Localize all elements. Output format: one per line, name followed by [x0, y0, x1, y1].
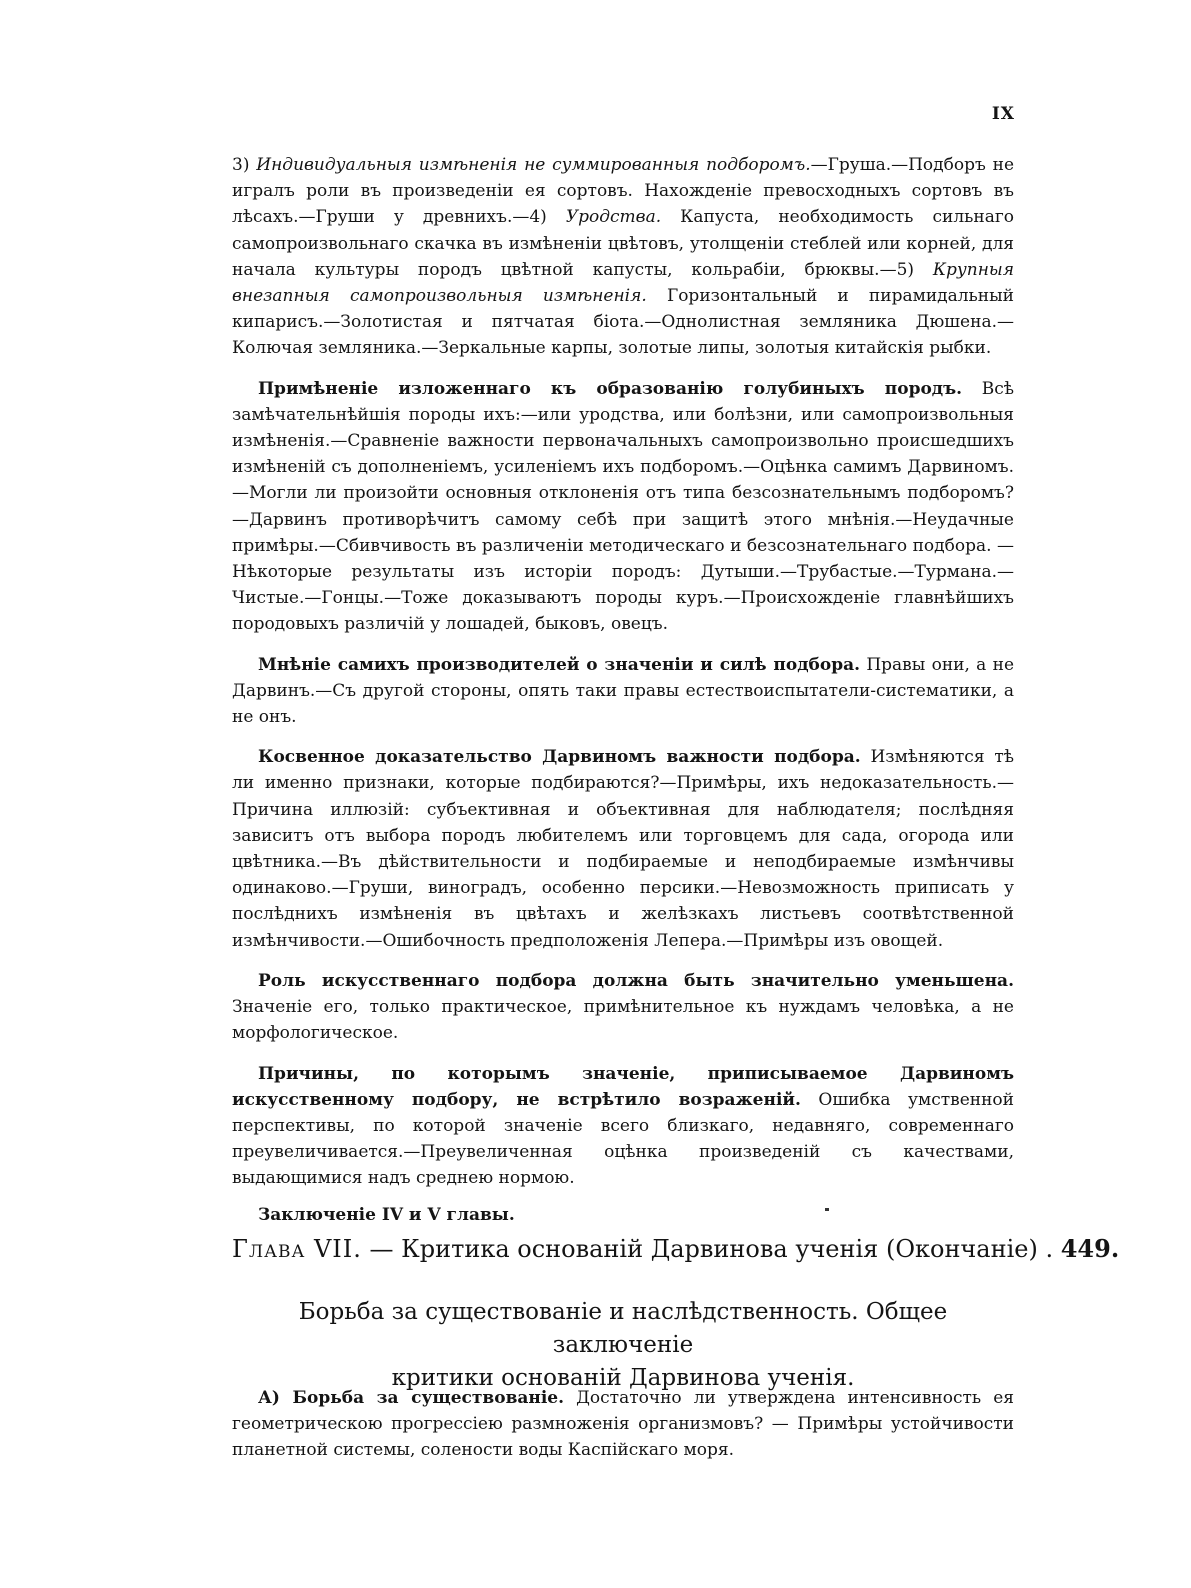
text-run: Уродства. [565, 207, 662, 228]
text-run: Ошибка умственной перспективы, по которой значеніе всего близкаго, недавняго, современнаго преувеличивается.—Преувеличенная оцѣнка произведеній съ качествами, выдающимися надъ среднею нормою. [232, 1089, 1014, 1189]
page-number: IX [991, 104, 1015, 124]
paragraph-conclusion [232, 1202, 1014, 1228]
text-run: Крупныя внезапныя самопроизвольныя измѣненія. [232, 259, 1014, 307]
print-dot [825, 1208, 829, 1211]
text-run: Причины, по которымъ значеніе, приписываемое Дарвиномъ искусственному подбору, не встрѣтило возраженій. [232, 1063, 1014, 1110]
text-run: Всѣ замѣчательнѣйшія породы ихъ:—или уродства, или болѣзни, или самопроизвольныя измѣненія.—Сравненіе важности первоначальныхъ самопроизвольно происшедшихъ измѣненій съ дополненіемъ, усиленіемъ ихъ подборомъ.—Оцѣнка самимъ Дарвиномъ.—Могли ли произойти основныя отклоненія отъ типа безсознательнымъ подборомъ?—Дарвинъ противорѣчитъ самому себѣ при защитѣ этого мнѣнія.—Неудачные примѣры.—Сбивчивость въ различеніи методическаго и безсознательнаго подбора. — Нѣкоторые результаты изъ исторіи породъ: Дутыши.—Трубастые.—Турмана.—Чистые.—Гонцы.—Тоже доказываютъ породы куръ.—Происхожденіе главнѣйшихъ породовыхъ различій у лошадей, быковъ, овецъ. [232, 378, 1014, 635]
subsection-struggle [232, 1385, 1014, 1478]
section-title-line-2: критики основаній Дарвинова ученія. [391, 1365, 855, 1391]
paragraph-breeders-opinion [232, 652, 1014, 731]
text-run: Косвенное доказательство Дарвиномъ важности подбора. [258, 747, 861, 768]
text-run: Мнѣніе самихъ производителей о значеніи и силѣ подбора. [258, 654, 861, 675]
section-title [232, 1296, 1014, 1395]
text-run: Горизонтальный и пирамидальный кипарисъ.—Золотистая и пятчатая біота.—Однолистная земляника Дюшена.—Колючая земляника.—Зеркальные карпы, золотые липы, золотыя китайскія рыбки. [232, 286, 1015, 359]
text-run: А) Борьба за существованіе. [258, 1388, 565, 1408]
chapter-title: — Критика основаній Дарвинова ученія (Окончаніе) . [361, 1235, 1061, 1263]
paragraph-indirect-proof [232, 744, 1014, 954]
paragraph-role-of-selection [232, 968, 1014, 1047]
paragraph-pigeon-breeds [232, 376, 1014, 638]
text-run: Значеніе его, только практическое, примѣнительное къ нуждамъ человѣка, а не морфологическое. [232, 997, 1014, 1044]
chapter-page-ref: 449. [1060, 1234, 1120, 1263]
text-run: Индивидуальныя измѣненія не суммированныя подборомъ. [256, 155, 811, 175]
text-run: —Груша.—Подборъ не игралъ роли въ произведеніи ея сортовъ. Нахожденіе превосходныхъ сортовъ въ лѣсахъ.—Груши у древнихъ.—4) [232, 155, 1014, 228]
chapter-heading [232, 1232, 1120, 1266]
paragraph-struggle-for-existence [232, 1385, 1014, 1464]
text-run: Достаточно ли утверждена интенсивность ея геометрическою прогрессіею размноженія организмовъ? — Примѣры устойчивости планетной системы, солености воды Каспійскаго моря. [232, 1388, 1014, 1461]
text-run: Заключеніе IV и V главы. [258, 1204, 515, 1225]
text-run: Роль искусственнаго подбора должна быть значительно уменьшена. [258, 970, 1014, 991]
text-run: 3) [232, 155, 257, 175]
chapter-label: Глава VII. [232, 1235, 362, 1263]
text-run: Капуста, необходимость сильнаго самопроизвольнаго скачка въ измѣненіи цвѣтовъ, утолщеніи стеблей или корней, для начала культуры породъ цвѣтной капусты, кольрабіи, брюквы.—5) [232, 207, 1015, 280]
text-run: Правы они, а не Дарвинъ.—Съ другой стороны, опять таки правы естествоиспытатели-систематики, а не онъ. [232, 654, 1015, 728]
chapter-contents-body [232, 152, 1014, 1242]
paragraph-reasons [232, 1061, 1014, 1192]
text-run: Измѣняются тѣ ли именно признаки, которые подбираются?—Примѣры, ихъ недоказательность.—Причина иллюзій: субъективная и объективная для наблюдателя; послѣдняя зависитъ отъ выбора породъ любителемъ или торговцемъ для сада, огорода или цвѣтника.—Въ дѣйствительности и подбираемые и неподбираемые измѣнчивы одинаково.—Груши, виноградъ, особенно персики.—Невозможность приписать у послѣднихъ измѣненія въ цвѣтахъ и желѣзкахъ листьевъ соотвѣтственной измѣнчивости.—Ошибочность предположенія Лепера.—Примѣры изъ овощей. [232, 747, 1014, 951]
text-run: Примѣненіе изложеннаго къ образованію голубиныхъ породъ. [258, 378, 963, 399]
section-title-line-1: Борьба за существованіе и наслѣдственность. Общее заключеніе [298, 1299, 948, 1358]
paragraph-individual-variations [232, 152, 1014, 362]
